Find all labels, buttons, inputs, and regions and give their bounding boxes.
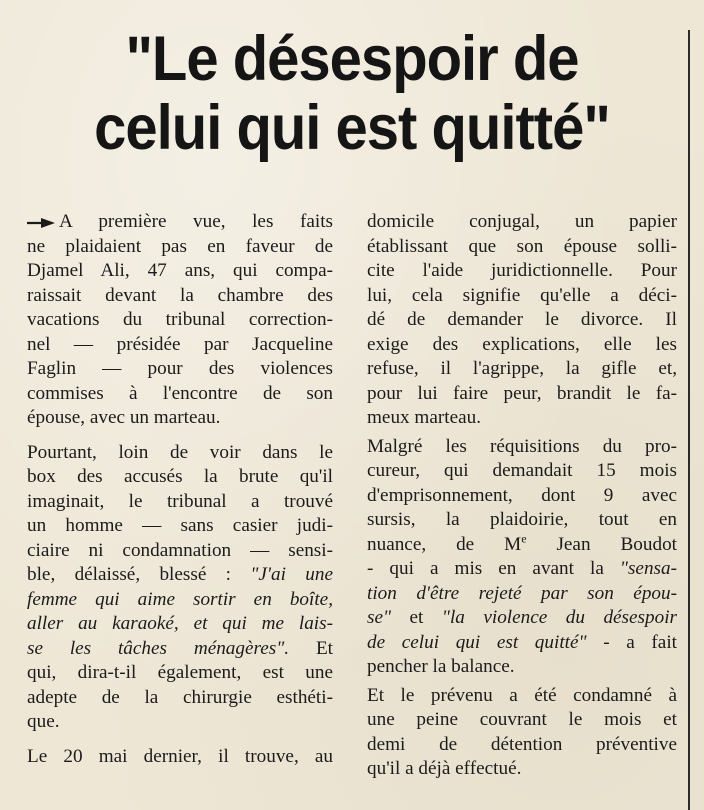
- text-line: qu'il a déjà effectué.: [367, 758, 522, 779]
- paragraph-intro: [27, 210, 333, 431]
- text-line: se les tâches ménagères". Et: [27, 637, 334, 659]
- text-line: exige des explications, elle les: [367, 333, 677, 355]
- paragraph-pourtant: [27, 441, 333, 735]
- text-line: ble, délaissé, blessé : "J'ai une: [27, 564, 334, 585]
- text-line: refuse, il l'agrippe, la gifle et,: [367, 358, 677, 379]
- text-line: cite l'aide juridictionnelle. Pour: [367, 260, 677, 281]
- text-line: épouse, avec un marteau.: [27, 407, 221, 428]
- text-line: imaginait, le tribunal a trouvé: [27, 490, 333, 512]
- paragraph-domicile: [367, 210, 677, 431]
- text-line: pencher la balance.: [367, 656, 515, 677]
- text-line: box des accusés la brute qu'il: [27, 466, 333, 487]
- text-line: raissait devant la chambre des: [27, 284, 333, 306]
- text-line: dé de demander le divorce. Il: [367, 309, 677, 330]
- quote-text: "sensa-: [619, 558, 677, 579]
- text-line: Pourtant, loin de voir dans le: [27, 441, 333, 463]
- quote-text: se": [367, 607, 392, 628]
- text-line: établissant que son épouse solli-: [367, 235, 677, 257]
- text-line: pour lui faire peur, brandit le fa-: [367, 382, 677, 404]
- text-line: une peine couvrant le mois et: [367, 709, 677, 730]
- quote-text: "J'ai une: [250, 564, 334, 585]
- text-line: nuance, de Me Jean Boudot: [367, 531, 677, 555]
- text-line: Faglin — pour des violences: [27, 358, 333, 379]
- text-line: domicile conjugal, un papier: [367, 211, 677, 232]
- headline-line-1: "Le désespoir de: [125, 23, 579, 95]
- text-line: que.: [27, 711, 60, 732]
- text-line: sursis, la plaidoirie, tout en: [367, 509, 677, 530]
- text-line: un homme — sans casier judi-: [27, 515, 333, 536]
- paragraph-le-20-mai: [27, 745, 333, 770]
- text-line: de celui qui est quitté" - a fait: [367, 631, 677, 653]
- text-line: adepte de la chirurgie esthéti-: [27, 686, 333, 708]
- text-line: ciaire ni condamnation — sensi-: [27, 539, 333, 561]
- text-line: commises à l'encontre de son: [27, 382, 333, 404]
- quote-text: tion d'être rejeté par son épou-: [367, 582, 677, 604]
- column-rule: [688, 30, 690, 810]
- text-line: lui, cela signifie qu'elle a déci-: [367, 284, 677, 306]
- paragraph-condamne: [367, 684, 677, 782]
- text-line: Et le prévenu a été condamné à: [367, 684, 677, 706]
- text-line: Le 20 mai dernier, il trouve, au: [27, 745, 333, 767]
- text-line: meux marteau.: [367, 407, 482, 428]
- text-line: ne plaidaient pas en faveur de: [27, 235, 333, 257]
- text-line: cureur, qui demandait 15 mois: [367, 460, 677, 481]
- quote-text: "la violence du désespoir: [441, 607, 677, 628]
- text-line: vacations du tribunal correction-: [27, 309, 333, 330]
- text-line: nel — présidée par Jacqueline: [27, 333, 333, 355]
- quote-text: aller au karaoké, et qui me lais-: [27, 613, 333, 634]
- text-line: A première vue, les faits: [27, 210, 333, 235]
- text-line: Djamel Ali, 47 ans, qui compa-: [27, 260, 333, 281]
- headline-line-2: celui qui est quitté": [94, 92, 610, 164]
- quote-text: femme qui aime sortir en boîte,: [27, 588, 333, 610]
- text-line: se" et "la violence du désespoir: [367, 607, 677, 628]
- text-line: qui, dira-t-il également, est une: [27, 662, 333, 683]
- article-column-right: [367, 210, 677, 782]
- quote-text: de celui qui est quitté": [367, 631, 587, 653]
- text-line: Malgré les réquisitions du pro-: [367, 435, 677, 457]
- text-line: demi de détention préventive: [367, 733, 677, 755]
- article-column-left: [27, 210, 333, 769]
- paragraph-malgre: [367, 435, 677, 680]
- text-line: - qui a mis en avant la "sensa-: [367, 558, 677, 579]
- text-line: d'emprisonnement, dont 9 avec: [367, 484, 677, 506]
- headline: [20, 25, 684, 163]
- quote-text: se les tâches ménagères".: [27, 637, 290, 659]
- arrow-right-icon: [27, 218, 55, 228]
